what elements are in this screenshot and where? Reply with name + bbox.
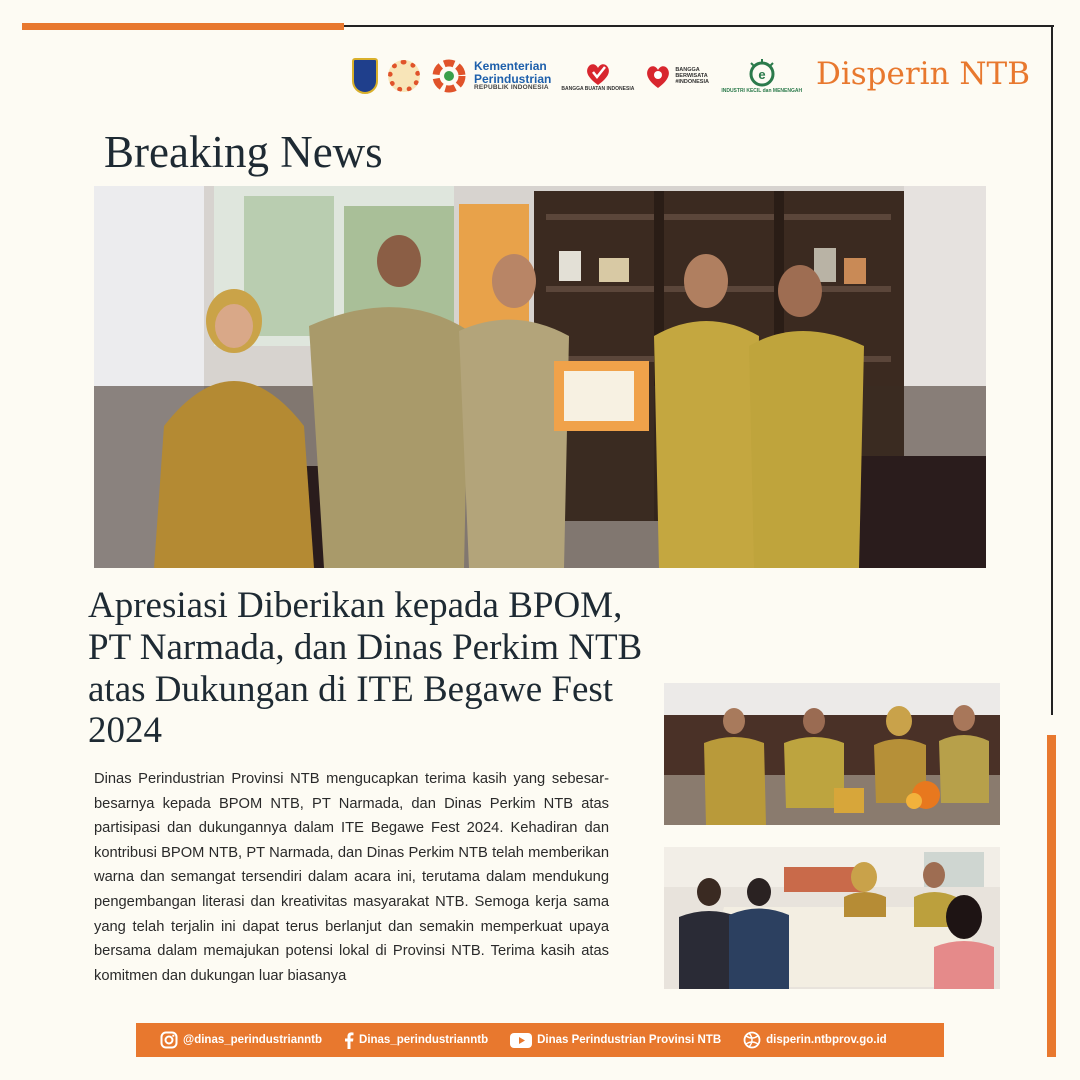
bangga-buatan-indonesia-icon xyxy=(583,61,613,87)
facebook-icon xyxy=(344,1032,354,1049)
instagram-icon xyxy=(160,1031,178,1049)
right-frame-line xyxy=(1051,25,1053,715)
youtube-channel: Dinas Perindustrian Provinsi NTB xyxy=(537,1034,722,1046)
right-orange-bar xyxy=(1047,735,1056,1057)
svg-text:e: e xyxy=(758,66,766,82)
bbwi-label: BANGGA BERWISATA #INDONESIA xyxy=(675,66,709,86)
main-photo xyxy=(94,186,986,568)
footer-website[interactable] xyxy=(743,1031,887,1049)
footer-contact-bar xyxy=(136,1023,944,1057)
bangga-berwisata-indonesia-icon xyxy=(644,62,672,90)
website-url: disperin.ntbprov.go.id xyxy=(766,1034,887,1046)
article-title: Apresiasi Diberikan kepada BPOM, PT Narmada, dan Dinas Perkim NTB atas Dukungan di ITE Begawe Fest 2024 xyxy=(88,585,643,752)
top-frame-line xyxy=(344,25,1054,27)
globe-icon xyxy=(743,1031,761,1049)
side-photo-sofa-meeting xyxy=(664,683,1000,825)
bangga-buatan-indonesia-logo xyxy=(561,61,634,92)
facebook-handle: Dinas_perindustrianntb xyxy=(359,1034,489,1046)
bangga-berwisata-indonesia-logo xyxy=(644,62,711,90)
bbi-label: BANGGA BUATAN INDONESIA xyxy=(561,85,635,92)
kemenperin-logo xyxy=(430,57,551,95)
ntb-province-emblem-icon xyxy=(352,58,378,94)
article-body: Dinas Perindustrian Provinsi NTB mengucapkan terima kasih yang sebesar-besarnya kepada BPOM NTB, PT Narmada, dan Dinas Perkim NTB atas partisipasi dan dukungannya dalam ITE Begawe Fest 2024. Kehadiran dan kontribusi BPOM NTB, PT Narmada, dan Dinas Perkim NTB telah memberikan warna dan semangat tersendiri dalam acara ini, terutama dalam mendukung pengembangan literasi dan kreativitas masyarakat NTB. Semoga kerja sama yang telah terjalin ini dapat terus berlanjut dan semakin memperkuat upaya bersama dalam memajukan potensi lokal di Provinsi NTB. Terima kasih atas komitmen dan dukungan luar biasanya xyxy=(94,771,609,984)
footer-facebook[interactable] xyxy=(344,1032,488,1049)
footer-youtube[interactable] xyxy=(510,1033,721,1048)
instagram-handle: @dinas_perindustrianntb xyxy=(183,1034,323,1046)
kemenperin-line3: REPUBLIK INDONESIA xyxy=(474,84,549,92)
kemenperin-logo-icon xyxy=(430,57,468,95)
page-heading: Breaking News xyxy=(104,127,383,177)
youtube-icon xyxy=(510,1033,532,1048)
ikm-label: INDUSTRI KECIL dan MENENGAH xyxy=(721,87,803,94)
gear-emblem-icon xyxy=(388,60,420,92)
footer-instagram[interactable] xyxy=(160,1031,322,1049)
kemenperin-line2: Perindustrian xyxy=(474,71,552,86)
top-orange-bar xyxy=(22,23,344,30)
ikm-logo-icon xyxy=(747,59,777,89)
partner-logos xyxy=(352,52,802,100)
kemenperin-line1: Kementerian xyxy=(474,59,547,73)
ikm-logo xyxy=(721,59,802,94)
brand-name: Disperin NTB xyxy=(815,56,1030,92)
side-photo-table-meeting xyxy=(664,847,1000,989)
